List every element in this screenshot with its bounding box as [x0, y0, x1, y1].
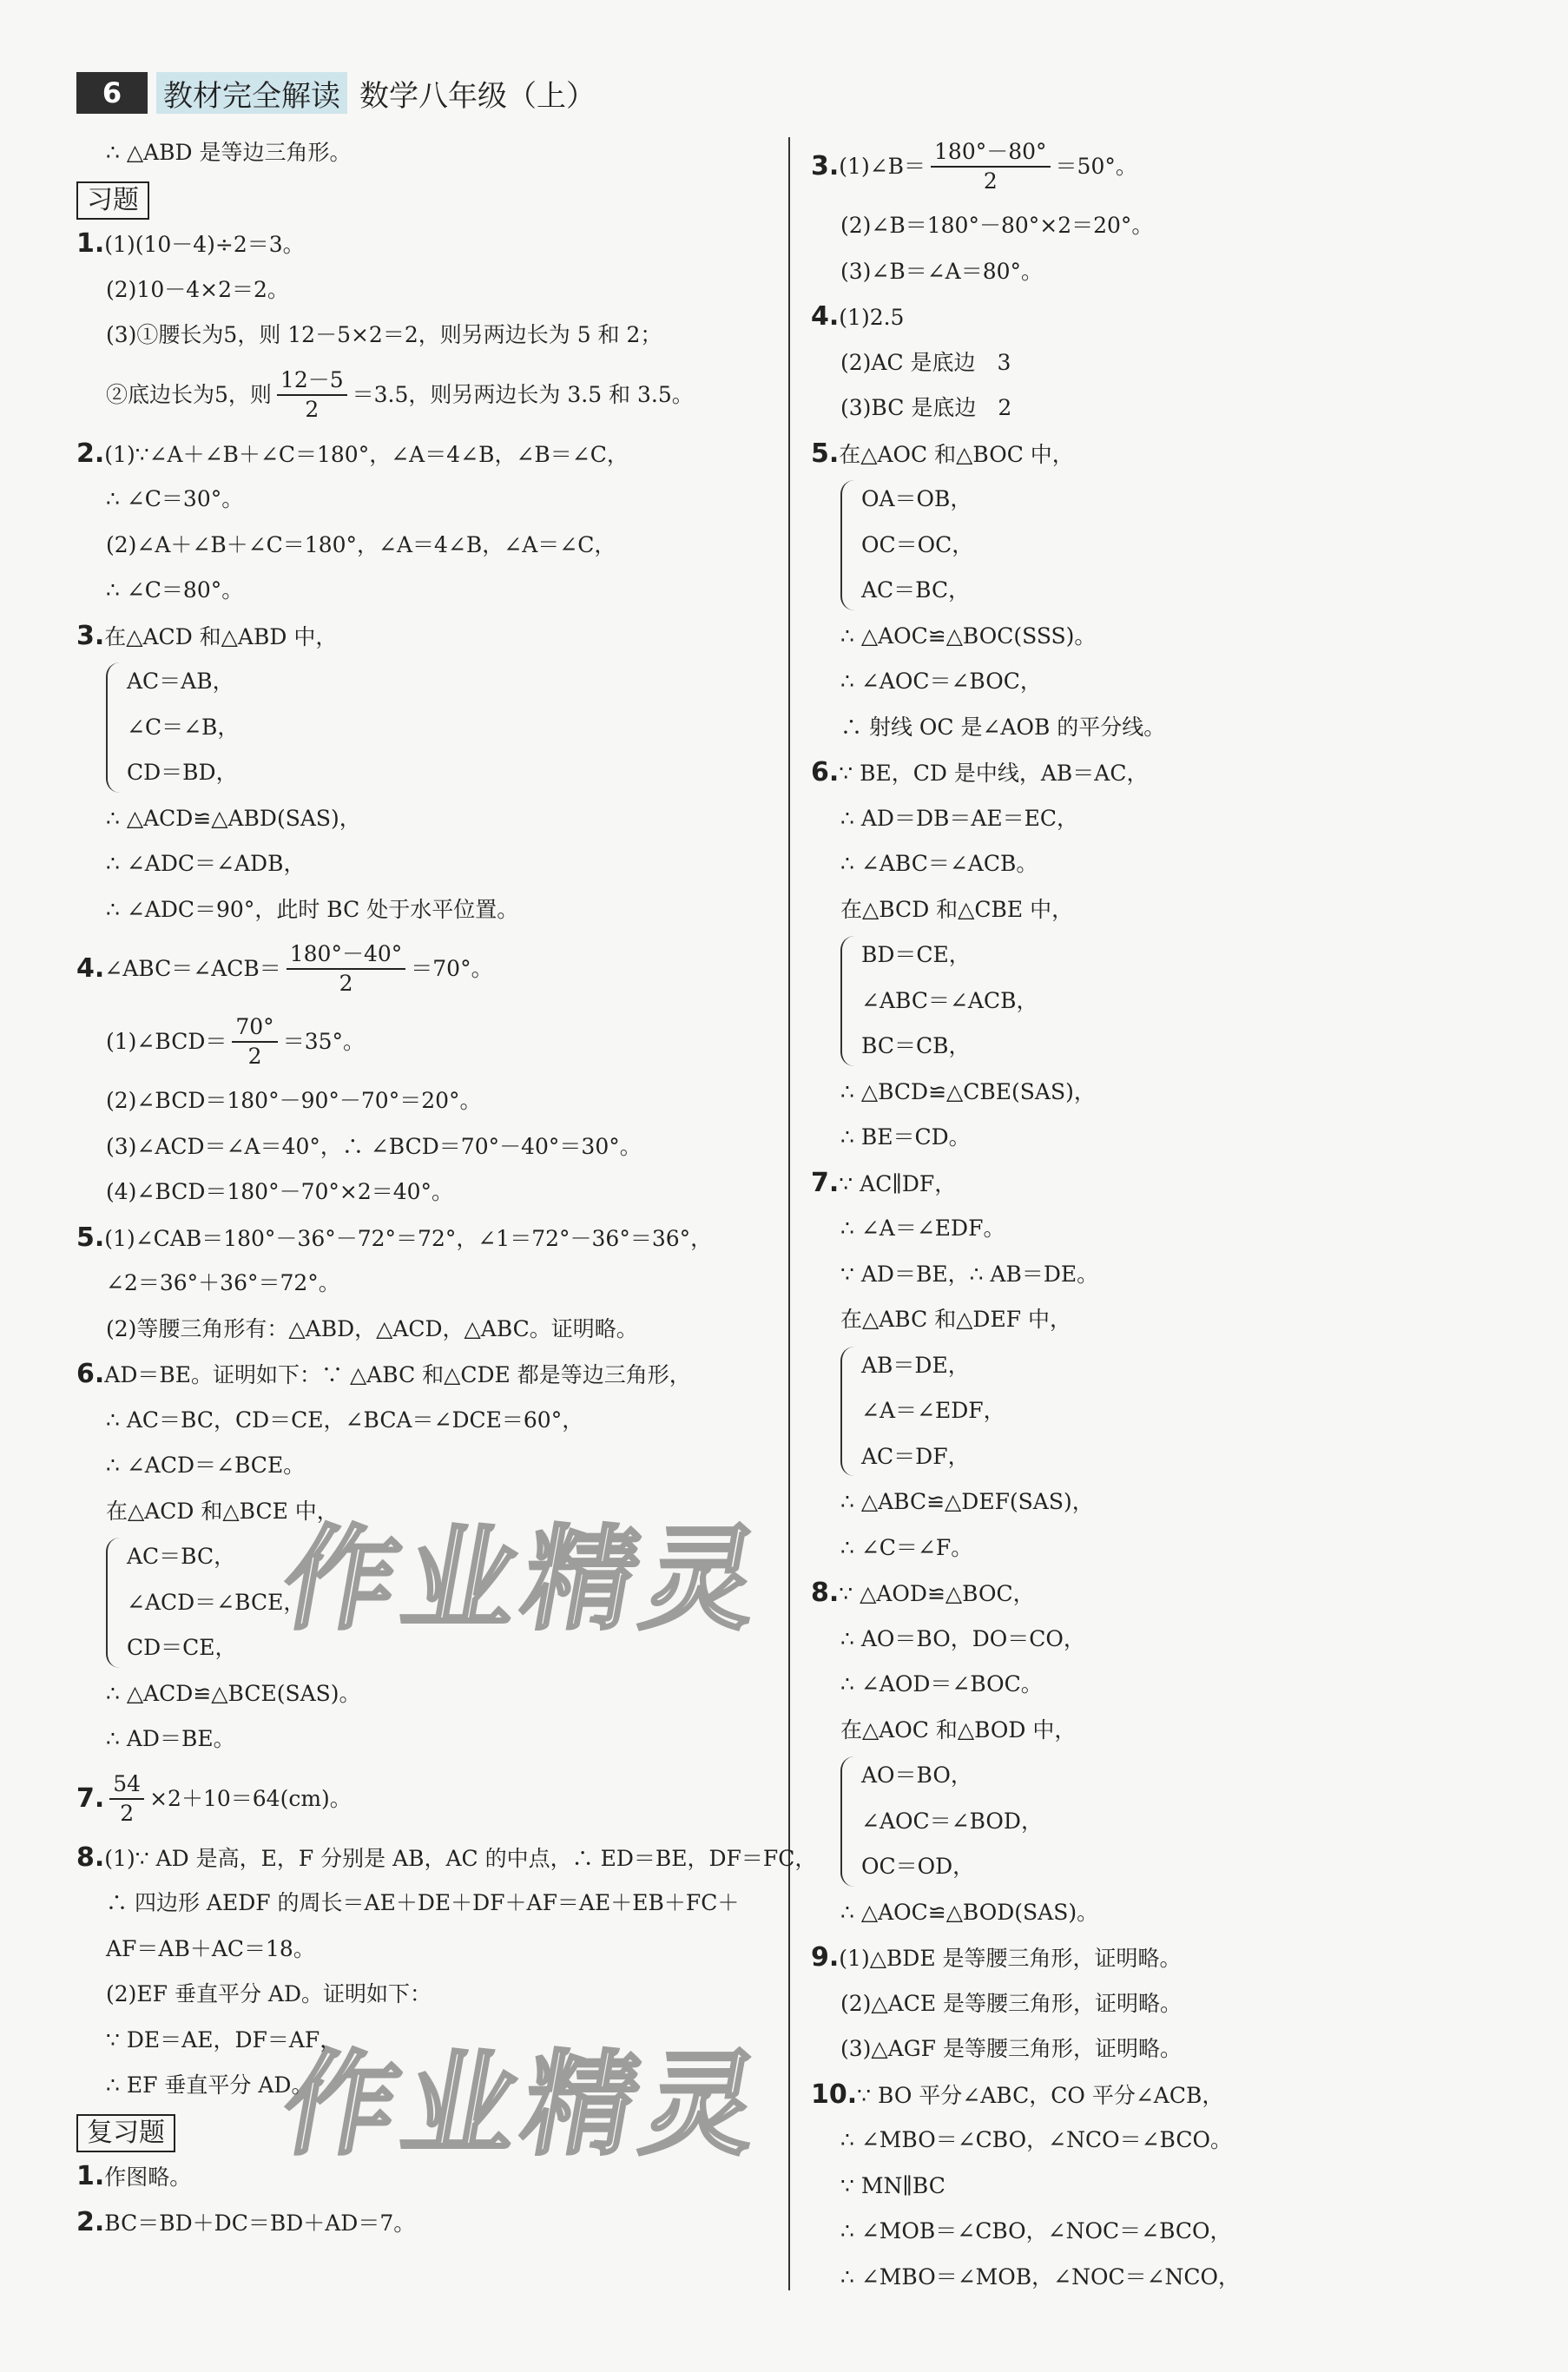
brace-symbol [840, 1756, 854, 1887]
answer-text: (1)∠B＝ [839, 154, 926, 179]
answer-line [76, 841, 771, 887]
answer-text: (2)∠A＋∠B＋∠C＝180°，∠A＝4∠B，∠A＝∠C， [106, 531, 616, 557]
condition-brace-group [811, 477, 1532, 614]
item-number: 2. [76, 2206, 105, 2237]
answer-text: AD＝BE。证明如下：∵ △ABC 和△CDE 都是等边三角形， [104, 1362, 691, 1387]
answer-text: 在△AOC 和△BOD 中， [840, 1716, 1077, 1743]
answer-text: ∴ AO＝BO，DO＝CO， [840, 1625, 1085, 1651]
answer-text: AF＝AB＋AC＝18。 [106, 1935, 315, 1961]
answer-line [811, 2209, 1532, 2255]
answer-line [76, 1005, 771, 1078]
answer-text: ∴ ∠ABC＝∠ACB。 [840, 851, 1038, 876]
fraction [287, 940, 406, 998]
answer-text: BC＝BD＋DC＝BD＋AD＝7。 [104, 2210, 416, 2236]
answer-text: ∴ ∠ADC＝90°，此时 BC 处于水平位置。 [106, 896, 519, 922]
answer-line [76, 523, 771, 569]
answer-text: (2)△ACE 是等腰三角形，证明略。 [840, 1990, 1183, 2016]
answer-line [811, 1297, 1532, 1343]
condition-brace-group [811, 1753, 1532, 1890]
book-title: 教材完全解读 [156, 72, 347, 114]
left-column [76, 130, 817, 2245]
answer-line [811, 1115, 1532, 1161]
answer-text: ∴ ∠AOD＝∠BOC。 [840, 1671, 1043, 1697]
answer-text: ②底边长为5，则 [106, 381, 272, 407]
answer-line [76, 1170, 771, 1216]
item-number: 9. [811, 1942, 840, 1973]
answer-line [811, 1525, 1532, 1571]
answer-text: ∴ BE＝CD。 [840, 1124, 971, 1150]
item-number: 8. [76, 1842, 105, 1873]
answer-line [76, 1078, 771, 1124]
answer-line [811, 659, 1532, 705]
answer-text: ∴ ∠C＝30°。 [106, 486, 244, 511]
answer-line [76, 1927, 771, 1973]
answer-text: (3)BC 是底边 2 [840, 395, 1012, 420]
answer-text: ∴ 四边形 AEDF 的周长＝AE＋DE＋DF＋AF＝AE＋EB＋FC＋ [106, 1890, 740, 1915]
answer-line [811, 249, 1532, 295]
item-number: 10. [811, 2079, 858, 2110]
answer-text: 在△BCD 和△CBE 中， [840, 896, 1074, 922]
answer-line [811, 1981, 1532, 2027]
answer-text: ∴ ∠AOC＝∠BOC， [840, 669, 1042, 694]
answer-line [76, 1716, 771, 1763]
condition-brace-group [811, 932, 1532, 1070]
answer-text: ∵ AD＝BE，∴ AB＝DE。 [840, 1261, 1099, 1287]
answer-item [76, 1216, 771, 1262]
item-number: 1. [76, 2161, 105, 2191]
answer-line [76, 1671, 771, 1717]
answer-line [811, 385, 1532, 432]
answer-text: (2)10－4×2＝2。 [106, 276, 289, 302]
item-number: 7. [811, 1167, 840, 1198]
brace-symbol [840, 480, 854, 610]
fraction [277, 366, 347, 424]
condition-line: OC＝OC， [861, 531, 974, 557]
brace-symbol [106, 662, 120, 793]
answer-item [811, 432, 1532, 478]
section-heading: 习题 [76, 181, 149, 220]
answer-text: (1)∵∠A＋∠B＋∠C＝180°，∠A＝4∠B，∠B＝∠C， [104, 441, 629, 467]
brace-symbol [106, 1538, 120, 1668]
answer-text: ∴ △AOC≌△BOC(SSS)。 [840, 623, 1097, 649]
fraction [931, 138, 1051, 195]
answer-text: ∴ △ACD≌△BCE(SAS)。 [106, 1680, 361, 1706]
answer-text: (2)EF 垂直平分 AD。证明如下： [106, 1981, 432, 2006]
item-number: 5. [811, 438, 840, 469]
answer-text-after: ×2＋10＝64(cm)。 [149, 1785, 352, 1811]
condition-line: AO＝BO， [861, 1763, 972, 1788]
answer-line [811, 705, 1532, 751]
fraction-numerator: 70° [232, 1013, 277, 1043]
condition-brace-group [811, 1343, 1532, 1480]
answer-item [76, 1835, 817, 1881]
answer-line [811, 1708, 1532, 1754]
condition-line: OA＝OB， [861, 486, 972, 511]
answer-line [811, 1662, 1532, 1708]
answer-text: ∴ AD＝BE。 [106, 1726, 235, 1751]
answer-text: 在△ABC 和△DEF 中， [840, 1307, 1072, 1332]
answer-item [811, 1161, 1532, 1207]
answer-item [76, 1352, 771, 1398]
condition-line: ∠C＝∠B， [127, 714, 240, 740]
answer-text: ∵ BE，CD 是中线，AB＝AC， [839, 761, 1149, 786]
fraction-numerator: 12－5 [277, 366, 347, 396]
watermark: 作业精灵 [273, 2039, 776, 2171]
condition-line: CD＝BD， [127, 760, 238, 785]
item-number: 1. [76, 228, 105, 259]
answer-text: ∴ △AOC≌△BOD(SAS)。 [840, 1899, 1099, 1925]
fraction [232, 1013, 277, 1071]
answer-text: ∠2＝36°＋36°＝72°。 [106, 1270, 340, 1295]
answer-text: (1)(10－4)÷2＝3。 [104, 232, 305, 257]
answer-text: (1)∠CAB＝180°－36°－72°＝72°，∠1＝72°－36°＝36°， [104, 1225, 713, 1251]
answer-text: (1)∵ AD 是高，E，F 分别是 AB，AC 的中点，∴ ED＝BE，DF＝FC， [104, 1845, 817, 1871]
section-heading-row [76, 176, 771, 222]
answer-line [811, 1617, 1532, 1663]
answer-text: ∴ △BCD≌△CBE(SAS)， [840, 1078, 1096, 1104]
condition-line: OC＝OD， [861, 1854, 975, 1879]
answer-item [811, 2072, 1532, 2118]
answer-item [76, 432, 771, 478]
answer-text-after: ＝35°。 [282, 1029, 365, 1054]
answer-item [811, 750, 1532, 796]
answer-line [811, 1252, 1532, 1298]
condition-line: ∠A＝∠EDF， [861, 1398, 1005, 1423]
answer-line [811, 887, 1532, 933]
fraction-denominator: 2 [305, 396, 320, 422]
answer-item [811, 294, 1532, 340]
condition-brace-group [76, 659, 771, 796]
page-header [76, 71, 596, 115]
answer-text: ∵ MN∥BC [840, 2172, 945, 2198]
fraction [109, 1770, 144, 1828]
fraction-numerator: 54 [109, 1770, 144, 1800]
answer-text: ∴ △ABC≌△DEF(SAS)， [840, 1489, 1094, 1514]
item-number: 4. [811, 301, 840, 332]
answer-text: ∴ AC＝BC，CD＝CE，∠BCA＝∠DCE＝60°， [106, 1407, 584, 1433]
answer-item [811, 1571, 1532, 1617]
answer-text: ∴ AD＝DB＝AE＝EC， [840, 805, 1079, 831]
condition-line: AC＝DF， [861, 1443, 970, 1469]
item-number: 3. [76, 620, 105, 651]
item-number: 2. [76, 438, 105, 469]
answer-item [811, 1935, 1532, 1981]
item-number: 7. [76, 1782, 105, 1814]
answer-item [76, 1763, 771, 1835]
condition-line: CD＝CE， [127, 1635, 237, 1660]
fraction-numerator: 180°－40° [287, 940, 406, 970]
answer-line [811, 796, 1532, 842]
answer-line [811, 1890, 1532, 1936]
answer-line [76, 1398, 771, 1444]
answer-line [76, 359, 771, 432]
item-number: 5. [76, 1222, 105, 1253]
watermark: 作业精灵 [273, 1513, 776, 1645]
condition-line: BC＝CB， [861, 1033, 971, 1058]
answer-text: (2)∠BCD＝180°－90°－70°＝20°。 [106, 1088, 482, 1113]
answer-line [76, 313, 771, 359]
item-number: 4. [76, 953, 105, 984]
item-number: 8. [811, 1578, 840, 1608]
answer-text: ∴ ∠A＝∠EDF。 [840, 1216, 1005, 1241]
answer-line [76, 887, 771, 933]
answer-line [811, 1206, 1532, 1252]
answer-line [76, 796, 771, 842]
answer-text: ∴ 射线 OC 是∠AOB 的平分线。 [840, 714, 1166, 740]
answer-line [811, 2118, 1532, 2164]
answer-text: (3)①腰长为5，则 12－5×2＝2，则另两边长为 5 和 2； [106, 322, 662, 347]
answer-text: ∵ DE＝AE，DF＝AF， [106, 2026, 342, 2052]
answer-text: ∴ ∠ADC＝∠ADB， [106, 851, 306, 876]
answer-text: ∠ABC＝∠ACB＝ [104, 956, 281, 981]
fraction-denominator: 2 [339, 971, 353, 996]
answer-text: ∴ ∠MOB＝∠CBO，∠NOC＝∠BCO， [840, 2218, 1232, 2244]
answer-text-after: ＝50°。 [1055, 154, 1137, 179]
item-number: 3. [811, 151, 840, 181]
answer-line [811, 1070, 1532, 1116]
answer-text: (4)∠BCD＝180°－70°×2＝40°。 [106, 1179, 454, 1204]
answer-line [811, 2255, 1532, 2301]
answer-item [76, 932, 771, 1005]
answer-line [76, 1124, 771, 1170]
fraction-numerator: 180°－80° [931, 138, 1051, 168]
answer-text: ∴ ∠MBO＝∠CBO，∠NCO＝∠BCO。 [840, 2127, 1232, 2152]
answer-text: ∴ △ACD≌△ABD(SAS)， [106, 805, 361, 831]
answer-text-after: ＝70°。 [411, 956, 493, 981]
answer-text: ∵ △AOD≌△BOC， [839, 1581, 1035, 1606]
fraction-denominator: 2 [983, 168, 998, 194]
item-number: 6. [811, 757, 840, 787]
answer-text: ∴ ∠C＝∠F。 [840, 1534, 973, 1560]
answer-item [76, 2200, 771, 2246]
answer-text: ∵ BO 平分∠ABC，CO 平分∠ACB， [857, 2082, 1224, 2108]
answer-item [811, 130, 1532, 203]
condition-line: AB＝DE， [861, 1352, 970, 1378]
condition-line: ∠ABC＝∠ACB， [861, 987, 1038, 1013]
section-heading: 复习题 [76, 2114, 175, 2152]
answer-line [811, 2164, 1532, 2210]
answer-text: ∵ AC∥DF， [839, 1170, 957, 1196]
answer-line [811, 2026, 1532, 2072]
answer-line [811, 614, 1532, 660]
answer-item [76, 614, 771, 660]
answer-text: 在△ACD 和△ABD 中， [104, 623, 338, 649]
answer-line [76, 477, 771, 523]
answer-line [76, 267, 771, 313]
answer-text: (3)∠ACD＝∠A＝40°，∴ ∠BCD＝70°－40°＝30°。 [106, 1133, 642, 1159]
condition-line: ∠ACD＝∠BCE， [127, 1589, 306, 1615]
answer-line [811, 340, 1532, 386]
answer-text: (1)△BDE 是等腰三角形，证明略。 [839, 1946, 1182, 1971]
answer-line [811, 203, 1532, 249]
answer-line [76, 1972, 771, 2018]
page-number: 6 [76, 72, 148, 114]
condition-line: AC＝BC， [127, 1544, 236, 1569]
brace-symbol [840, 1347, 854, 1477]
fraction-denominator: 2 [247, 1044, 262, 1069]
answer-line [76, 568, 771, 614]
condition-line: ∠AOC＝∠BOD， [861, 1808, 1043, 1834]
answer-text: (2)∠B＝180°－80°×2＝20°。 [840, 213, 1154, 238]
condition-line: BD＝CE， [861, 942, 971, 967]
answer-item [76, 221, 771, 267]
condition-line: AC＝BC， [861, 577, 971, 603]
answer-text: ∴ △ABD 是等边三角形。 [106, 140, 352, 165]
answer-text: (3)△AGF 是等腰三角形，证明略。 [840, 2036, 1182, 2061]
answer-text: (1)∠BCD＝ [106, 1029, 227, 1054]
answer-text: ∴ ∠MBO＝∠MOB，∠NOC＝∠NCO， [840, 2263, 1241, 2290]
answer-line [76, 1881, 771, 1927]
right-column [811, 130, 1532, 2300]
answer-line [76, 1443, 771, 1489]
answer-text: ∴ ∠C＝80°。 [106, 577, 244, 603]
answer-text: 在△AOC 和△BOC 中， [839, 441, 1074, 467]
condition-line: AC＝AB， [127, 669, 234, 694]
answer-text-after: ＝3.5，则另两边长为 3.5 和 3.5。 [352, 381, 694, 407]
answer-line [811, 1479, 1532, 1525]
column-divider [788, 137, 790, 2290]
answer-text: ∴ EF 垂直平分 AD。 [106, 2072, 313, 2098]
item-number: 6. [76, 1359, 105, 1389]
answer-text: (2)等腰三角形有：△ABD，△ACD，△ABC。证明略。 [106, 1315, 638, 1341]
answer-text: 在△ACD 和△BCE 中， [106, 1498, 339, 1524]
answer-line [76, 1307, 771, 1353]
answer-text: (3)∠B＝∠A＝80°。 [840, 258, 1044, 284]
answer-text: ∴ ∠ACD＝∠BCE。 [106, 1453, 306, 1478]
answer-line [76, 130, 771, 176]
brace-symbol [840, 936, 854, 1066]
answer-text: (1)2.5 [839, 305, 905, 330]
fraction-denominator: 2 [120, 1800, 135, 1826]
book-subtitle: 数学八年级（上） [359, 78, 596, 114]
answer-text: (2)AC 是底边 3 [840, 349, 1011, 375]
answer-line [76, 1261, 771, 1307]
answer-line [811, 841, 1532, 887]
answer-text: 作图略。 [104, 2164, 192, 2190]
